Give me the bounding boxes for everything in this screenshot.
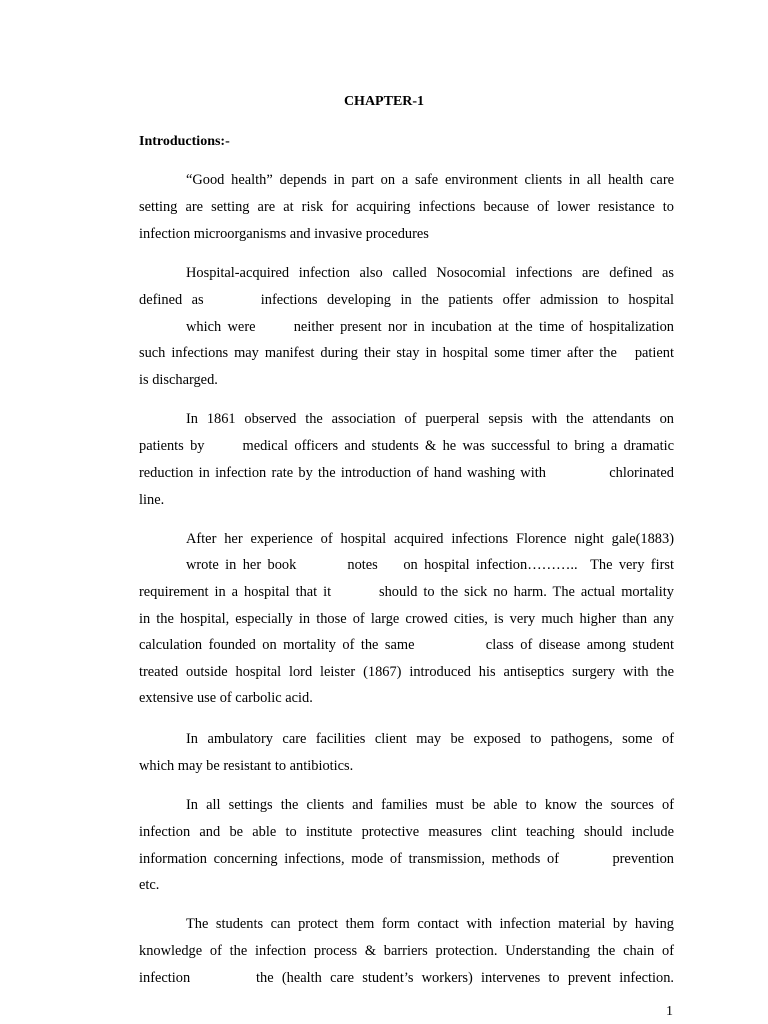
paragraph-6-line-3: information concerning infections, mode of transmission, methods of prevention xyxy=(139,851,674,867)
paragraph-1-line-2: setting are setting are at risk for acquiring infections because of lower resistance to xyxy=(139,199,674,215)
paragraph-4-line-4: in the hospital, especially in those of large crowed cities, is very much higher than any xyxy=(139,611,674,627)
paragraph-4-line-7: extensive use of carbolic acid. xyxy=(139,690,313,706)
paragraph-6-line-1: In all settings the clients and families must be able to know the sources of xyxy=(186,797,674,813)
paragraph-4-line-1: After her experience of hospital acquired infections Florence night gale(1883) xyxy=(186,531,674,547)
paragraph-2-line-1: Hospital-acquired infection also called Nosocomial infections are defined as xyxy=(186,265,674,281)
paragraph-3-line-2: patients by medical officers and students & he was successful to bring a dramatic xyxy=(139,438,674,454)
paragraph-5-line-1: In ambulatory care facilities client may be exposed to pathogens, some of xyxy=(186,731,674,747)
paragraph-4-line-2: wrote in her book notes on hospital infection……….. The very first xyxy=(186,557,674,573)
chapter-heading: CHAPTER-1 xyxy=(343,94,425,109)
paragraph-4-line-3: requirement in a hospital that it should to the sick no harm. The actual mortality xyxy=(139,584,674,600)
paragraph-2-line-5: is discharged. xyxy=(139,372,218,388)
paragraph-7-line-2: knowledge of the infection process & barriers protection. Understanding the chain of xyxy=(139,943,674,959)
paragraph-2-line-2: defined as infections developing in the patients offer admission to hospital xyxy=(139,292,674,308)
paragraph-4-line-6: treated outside hospital lord leister (1867) introduced his antiseptics surgery with the xyxy=(139,664,674,680)
paragraph-5-line-2: which may be resistant to antibiotics. xyxy=(139,758,354,774)
paragraph-2-line-3: which were neither present nor in incubation at the time of hospitalization xyxy=(186,319,674,335)
paragraph-1-line-3: infection microorganisms and invasive procedures xyxy=(139,226,429,242)
paragraph-7-line-1: The students can protect them form contact with infection material by having xyxy=(186,916,674,932)
section-heading: Introductions:- xyxy=(139,134,230,149)
page-number: 1 xyxy=(666,1004,673,1019)
paragraph-2-line-4: such infections may manifest during their stay in hospital some timer after the patient xyxy=(139,345,674,361)
paragraph-3-line-3: reduction in infection rate by the introduction of hand washing with chlorinated xyxy=(139,465,674,481)
paragraph-7-line-3: infection the (health care student’s workers) intervenes to prevent infection. xyxy=(139,970,674,986)
paragraph-6-line-4: etc. xyxy=(139,877,160,893)
paragraph-3-line-1: In 1861 observed the association of puerperal sepsis with the attendants on xyxy=(186,411,674,427)
paragraph-3-line-4: line. xyxy=(139,492,165,508)
paragraph-4-line-5: calculation founded on mortality of the same class of disease among student xyxy=(139,637,674,653)
paragraph-6-line-2: infection and be able to institute protective measures clint teaching should include xyxy=(139,824,674,840)
paragraph-1-line-1: “Good health” depends in part on a safe environment clients in all health care xyxy=(186,172,674,188)
